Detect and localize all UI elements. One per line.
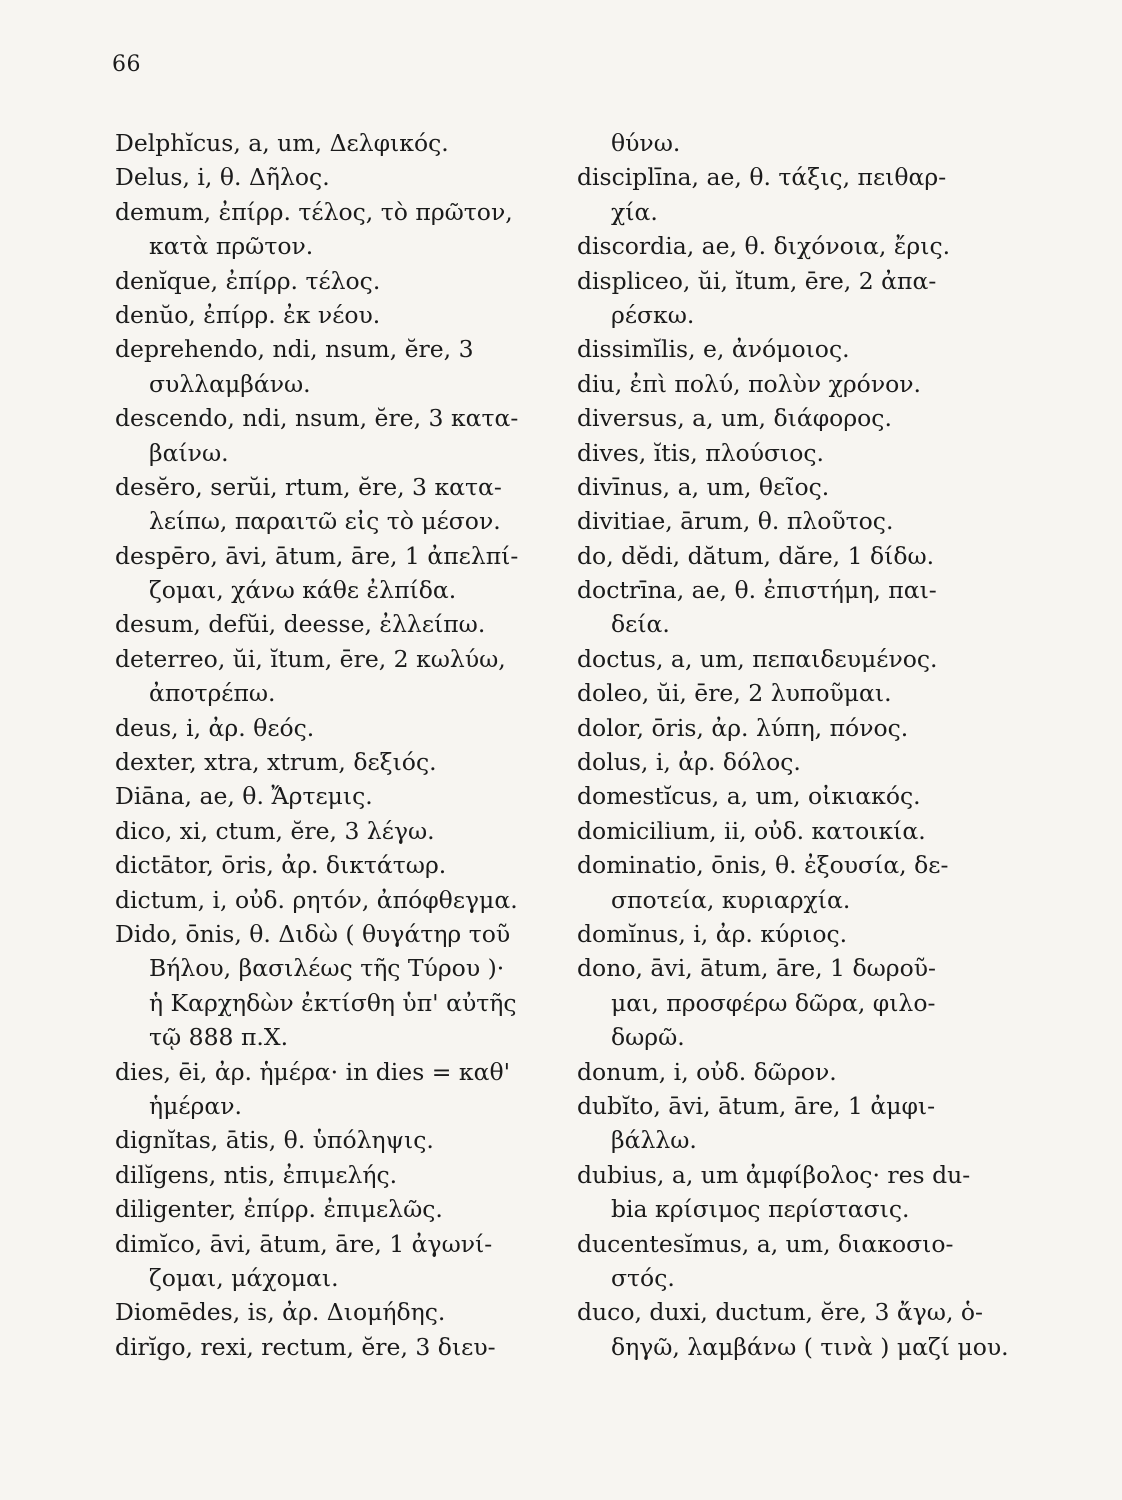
dictionary-entry-line: dies, ēi, ἀρ. ἡμέρα· in dies = καθ' [115, 1057, 511, 1086]
dictionary-entry-line: duco, duxi, ductum, ĕre, 3 ἄγω, ὁ- [577, 1298, 983, 1327]
dictionary-entry-line: dives, ĭtis, πλούσιος. [577, 438, 825, 467]
entry-continuation-line: μαι, προσφέρω δῶρα, φιλο- [611, 988, 936, 1017]
dictionary-entry-line: discordia, ae, θ. διχόνοια, ἔρις. [577, 232, 951, 261]
dictionary-entry-line: deprehendo, ndi, nsum, ĕre, 3 [115, 335, 474, 364]
dictionary-entry-line: desum, defŭi, deesse, ἐλλείπω. [115, 610, 486, 639]
dictionary-entry-line: diversus, a, um, διάφορος. [577, 404, 892, 433]
dictionary-entry-line: dominatio, ōnis, θ. ἐξουσία, δε- [577, 851, 949, 880]
dictionary-entry-line: domĭnus, i, ἀρ. κύριος. [577, 919, 848, 948]
entry-continuation-line: ἡ Καρχηδὼν ἐκτίσθη ὑπ' αὐτῆς [149, 988, 517, 1017]
entry-continuation-line: τῷ 888 π.Χ. [149, 1023, 289, 1052]
entry-continuation-line: ἀποτρέπω. [149, 679, 276, 708]
dictionary-entry-line: dignĭtas, ātis, θ. ὑπόληψις. [115, 1126, 434, 1155]
dictionary-entry-line: dictātor, ōris, ἀρ. δικτάτωρ. [115, 851, 447, 880]
dictionary-entry-line: deterreo, ŭi, ĭtum, ēre, 2 κωλύω, [115, 644, 506, 673]
dictionary-entry-line: divitiae, ārum, θ. πλοῦτος. [577, 507, 894, 536]
dictionary-entry-line: diu, ἐπὶ πολύ, πολὺν χρόνον. [577, 369, 922, 398]
dictionary-entry-line: dico, xi, ctum, ĕre, 3 λέγω. [115, 816, 435, 845]
dictionary-entry-line: descendo, ndi, nsum, ĕre, 3 κατα- [115, 404, 519, 433]
dictionary-entry-line: dolus, i, ἀρ. δόλος. [577, 748, 801, 777]
entry-continuation-line: στός. [611, 1263, 675, 1292]
entry-continuation-line: δεία. [611, 610, 670, 639]
entry-continuation-line: κατὰ πρῶτον. [149, 232, 314, 261]
entry-continuation-line: συλλαμβάνω. [149, 369, 311, 398]
dictionary-entry-line: Dido, ōnis, θ. Διδὼ ( θυγάτηρ τοῦ [115, 919, 511, 948]
dictionary-entry-line: dubĭto, āvi, ātum, āre, 1 ἀμφι- [577, 1091, 936, 1120]
dictionary-entry-line: donum, i, οὐδ. δῶρον. [577, 1057, 837, 1086]
dictionary-entry-line: ducentesĭmus, a, um, διακοσιο- [577, 1229, 954, 1258]
entry-continuation-line: ἡμέραν. [149, 1091, 242, 1120]
dictionary-entry-line: doleo, ŭi, ēre, 2 λυποῦμαι. [577, 679, 892, 708]
dictionary-entry-line: denĭque, ἐπίρρ. τέλος. [115, 266, 381, 295]
dictionary-entry-line: dictum, i, οὐδ. ρητόν, ἀπόφθεγμα. [115, 885, 518, 914]
dictionary-entry-line: denŭo, ἐπίρρ. ἐκ νέου. [115, 300, 381, 329]
dictionary-entry-line: doctrīna, ae, θ. ἐπιστήμη, παι- [577, 576, 937, 605]
dictionary-entry-line: doctus, a, um, πεπαιδευμένος. [577, 644, 938, 673]
dictionary-entry-line: diligenter, ἐπίρρ. ἐπιμελῶς. [115, 1195, 443, 1224]
dictionary-entry-line: deus, i, ἀρ. θεός. [115, 713, 315, 742]
entry-continuation-line: δωρῶ. [611, 1023, 685, 1052]
dictionary-entry-line: dolor, ōris, ἀρ. λύπη, πόνος. [577, 713, 909, 742]
entry-continuation-line: θύνω. [611, 129, 681, 157]
dictionary-entry-line: displiceo, ŭi, ĭtum, ēre, 2 ἀπα- [577, 266, 937, 295]
page-number: 66 [112, 52, 141, 77]
entry-continuation-line: βαίνω. [149, 438, 229, 467]
dictionary-entry-line: divīnus, a, um, θεῖος. [577, 472, 830, 501]
left-column [115, 126, 551, 1364]
dictionary-entry-line: do, dĕdi, dătum, dăre, 1 δίδω. [577, 541, 935, 570]
dictionary-entry-line: Delphĭcus, a, um, Δελφικός. [115, 129, 449, 157]
dictionary-entry-line: dono, āvi, ātum, āre, 1 δωροῦ- [577, 954, 936, 983]
dictionary-entry-line: disciplīna, ae, θ. τάξις, πειθαρ- [577, 163, 947, 192]
dictionary-entry-line: despēro, āvi, ātum, āre, 1 ἀπελπί- [115, 541, 519, 570]
entry-continuation-line: βάλλω. [611, 1126, 697, 1155]
dictionary-entry-line: domicilium, ii, οὐδ. κατοικία. [577, 816, 926, 845]
dictionary-entry-line: dirĭgo, rexi, rectum, ĕre, 3 διευ- [115, 1332, 496, 1361]
dictionary-entry-line: Diāna, ae, θ. Ἄρτεμις. [115, 782, 373, 811]
entry-continuation-line: λείπω, παραιτῶ εἰς τὸ μέσον. [149, 507, 501, 536]
dictionary-entry-line: Delus, i, θ. Δῆλος. [115, 163, 330, 192]
dictionary-entry-line: domestĭcus, a, um, οἰκιακός. [577, 782, 921, 811]
entry-continuation-line: Βήλου, βασιλέως τῆς Τύρου )· [149, 954, 505, 983]
dictionary-entry-line: demum, ἐπίρρ. τέλος, τὸ πρῶτον, [115, 197, 513, 226]
dictionary-entry-line: desĕro, serŭi, rtum, ĕre, 3 κατα- [115, 472, 502, 501]
entry-continuation-line: ζομαι, χάνω κάθε ἐλπίδα. [149, 576, 457, 605]
dictionary-entry-line: Diomēdes, is, ἀρ. Διομήδης. [115, 1298, 446, 1327]
dictionary-entry-line: dexter, xtra, xtrum, δεξιός. [115, 748, 437, 777]
entry-continuation-line: δηγῶ, λαμβάνω ( τινὰ ) μαζί μου. [611, 1332, 1009, 1361]
dictionary-entry-line: dilĭgens, ntis, ἐπιμελής. [115, 1160, 398, 1189]
entry-continuation-line: ζομαι, μάχομαι. [149, 1263, 339, 1292]
entry-continuation-line: bia κρίσιμος περίστασις. [611, 1195, 910, 1224]
dictionary-entry-line: dissimĭlis, e, ἀνόμοιος. [577, 335, 850, 364]
entry-continuation-line: σποτεία, κυριαρχία. [611, 885, 851, 914]
entry-continuation-line: ρέσκω. [611, 300, 695, 329]
right-column [577, 126, 1013, 1364]
dictionary-entry-line: dimĭco, āvi, ātum, āre, 1 ἀγωνί- [115, 1229, 493, 1258]
entry-continuation-line: χία. [611, 197, 658, 226]
dictionary-entry-line: dubius, a, um ἀμφίβολος· res du- [577, 1160, 971, 1189]
